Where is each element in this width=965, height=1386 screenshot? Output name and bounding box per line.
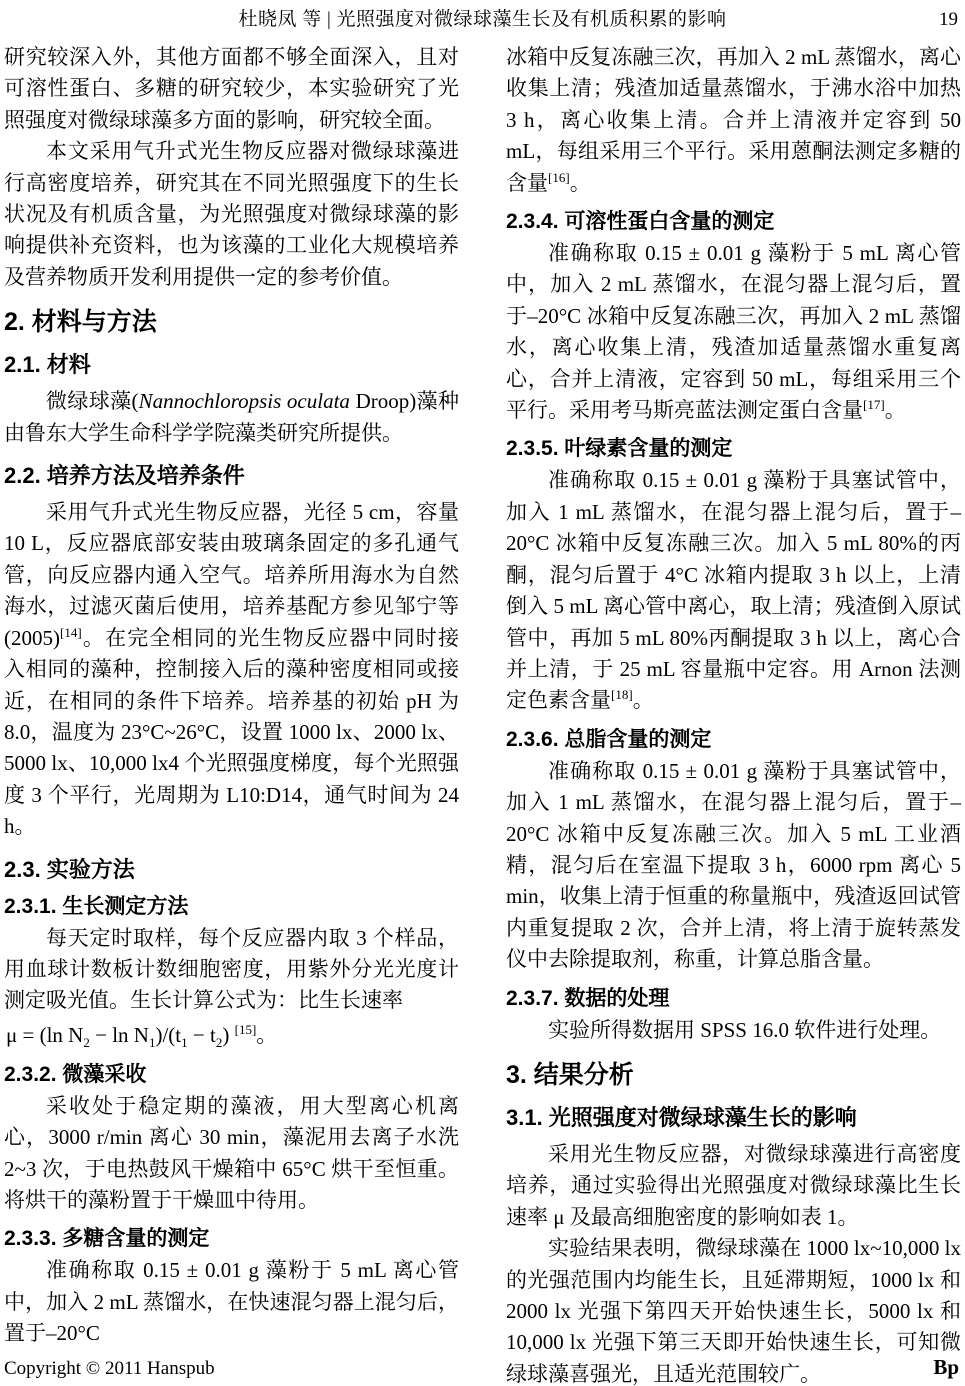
paragraph: 本文采用气升式光生物反应器对微绿球藻进行高密度培养，研究其在不同光照强度下的生长状况及有机质含量，为光照强度对微绿球藻的影响提供补充资料，也为该藻的工业化大规模培养及营养物质开发利用提供一定的参考价值。 (4, 139, 459, 289)
section-heading: 2.3.6. 总脂含量的测定 (506, 727, 712, 751)
page-number: 19 (939, 9, 958, 30)
paragraph: 准确称取 0.15 ± 0.01 g 藻粉于具塞试管中，加入 1 mL 蒸馏水，在混匀器上混匀后，置于–20°C 冰箱中反复冻融三次。加入 5 mL 工业酒精，混匀后在室温下提取 3 h，6000 rpm 离心 5 min，收集上清于恒重的称量瓶中，残渣返回试管内重复提取 2 次，合并上清，将上清于旋转蒸发仪中去除提取剂，称重，计算总脂含量。 (506, 758, 961, 972)
paragraph: 准确称取 0.15 ± 0.01 g 藻粉于 5 mL 离心管中，加入 2 mL 蒸馏水，在快速混匀器上混匀后，置于–20°C (4, 1258, 459, 1346)
paragraph: 实验结果表明，微绿球藻在 1000 lx~10,000 lx 的光强范围内均能生长，且延滞期短，1000 lx 和 2000 lx 光强下第四天开始快速生长，5000 lx 和 10,000 lx 光强下第三天即开始快速生长，可知微绿球藻喜强光，且适光范围较广。 (506, 1236, 961, 1386)
section-heading: 2. 材料与方法 (4, 308, 157, 337)
section-heading: 2.3.2. 微藻采收 (4, 1062, 147, 1086)
left-column (4, 42, 459, 1386)
section-heading: 3. 结果分析 (506, 1060, 634, 1089)
section-heading: 2.3.7. 数据的处理 (506, 986, 670, 1010)
section-heading: 2.3.4. 可溶性蛋白含量的测定 (506, 210, 775, 234)
running-title: 杜晓凤 等 | 光照强度对微绿球藻生长及有机质积累的影响 (238, 9, 727, 30)
section-heading: 2.1. 材料 (4, 352, 91, 378)
section-heading: 2.3.3. 多糖含量的测定 (4, 1227, 210, 1251)
section-heading: 3.1. 光照强度对微绿球藻生长的影响 (506, 1104, 857, 1130)
page-footer (4, 1355, 959, 1380)
paragraph: 采用光生物反应器，对微绿球藻进行高密度培养，通过实验得出光照强度对微绿球藻比生长速率 μ 及最高细胞密度的影响如表 1。 (506, 1141, 961, 1229)
paragraph: 采用气升式光生物反应器，光径 5 cm，容量 10 L，反应器底部安装由玻璃条固定的多孔通气管，向反应器内通入空气。培养所用海水为自然海水，过滤灭菌后使用，培养基配方参见邹宁等(2005)[14]。在完全相同的光生物反应器中同时接入相同的藻种，控制接入后的藻种密度相同或接近，在相同的条件下培养。培养基的初始 pH 为 8.0，温度为 23°C~26°C，设置 1000 lx、2000 lx、5000 lx、10,000 lx4 个光照强度梯度，每个光照强度 3 个平行，光周期为 L10:D14，通气时间为 24 h。 (4, 500, 459, 839)
paragraph: 研究较深入外，其他方面都不够全面深入，且对可溶性蛋白、多糖的研究较少，本实验研究了光照强度对微绿球藻多方面的影响，研究较全面。 (4, 45, 459, 132)
two-column-body (4, 42, 961, 1386)
right-column (506, 42, 961, 1386)
paragraph: 微绿球藻(Nannochloropsis oculata Droop)藻种由鲁东大学生命科学学院藻类研究所提供。 (4, 389, 460, 445)
journal-logo-text: Bp (933, 1355, 959, 1379)
paragraph: 实验所得数据用 SPSS 16.0 软件进行处理。 (548, 1017, 942, 1042)
section-heading: 2.3. 实验方法 (4, 856, 135, 882)
paragraph: 准确称取 0.15 ± 0.01 g 藻粉于 5 mL 离心管中，加入 2 mL 蒸馏水，在混匀器上混匀后，置于–20°C 冰箱中反复冻融三次，再加入 2 mL 蒸馏水，离心收集上清，残渣加适量蒸馏水重复离心，合并上清液，定容到 50 mL，每组采用三个平行。采用考马斯亮蓝法测定蛋白含量[17]。 (506, 241, 961, 423)
paragraph: 每天定时取样，每个反应器内取 3 个样品，用血球计数板计数细胞密度，用紫外分光光度计测定吸光值。生长计算公式为：比生长速率 (4, 925, 459, 1013)
paragraph: 准确称取 0.15 ± 0.01 g 藻粉于具塞试管中，加入 1 mL 蒸馏水，在混匀器上混匀后，置于–20°C 冰箱中反复冻融三次。加入 5 mL 80%的丙酮，混匀后置于 4°C 冰箱内提取 3 h 以上，上清倒入 5 mL 离心管中离心，取上清；残渣倒入原试管中，再加 5 mL 80%丙酮提取 3 h 以上，离心合并上清，于 25 mL 容量瓶中定容。用 Arnon 法测定色素含量[18]。 (506, 468, 961, 713)
paragraph: 冰箱中反复冻融三次，再加入 2 mL 蒸馏水，离心收集上清；残渣加适量蒸馏水，于沸水浴中加热 3 h，离心收集上清。合并上清液并定容到 50 mL，每组采用三个平行。采用蒽酮法测定多糖的含量[16]。 (506, 45, 961, 195)
page-header (0, 6, 965, 36)
section-heading: 2.2. 培养方法及培养条件 (4, 463, 245, 489)
paragraph: 采收处于稳定期的藻液，用大型离心机离心，3000 r/min 离心 30 min，藻泥用去离子水洗 2~3 次，于电热鼓风干燥箱中 65°C 烘干至恒重。将烘干的藻粉置于干燥皿中待用。 (4, 1093, 459, 1212)
section-heading: 2.3.1. 生长测定方法 (4, 894, 189, 918)
growth-rate-formula: μ = (ln $N_2 - \ln N_1)/(t_1 - t_2)$ [15]。 (6, 1021, 278, 1050)
copyright-text: Copyright © 2011 Hanspub (4, 1358, 215, 1379)
section-heading: 2.3.5. 叶绿素含量的测定 (506, 437, 733, 461)
